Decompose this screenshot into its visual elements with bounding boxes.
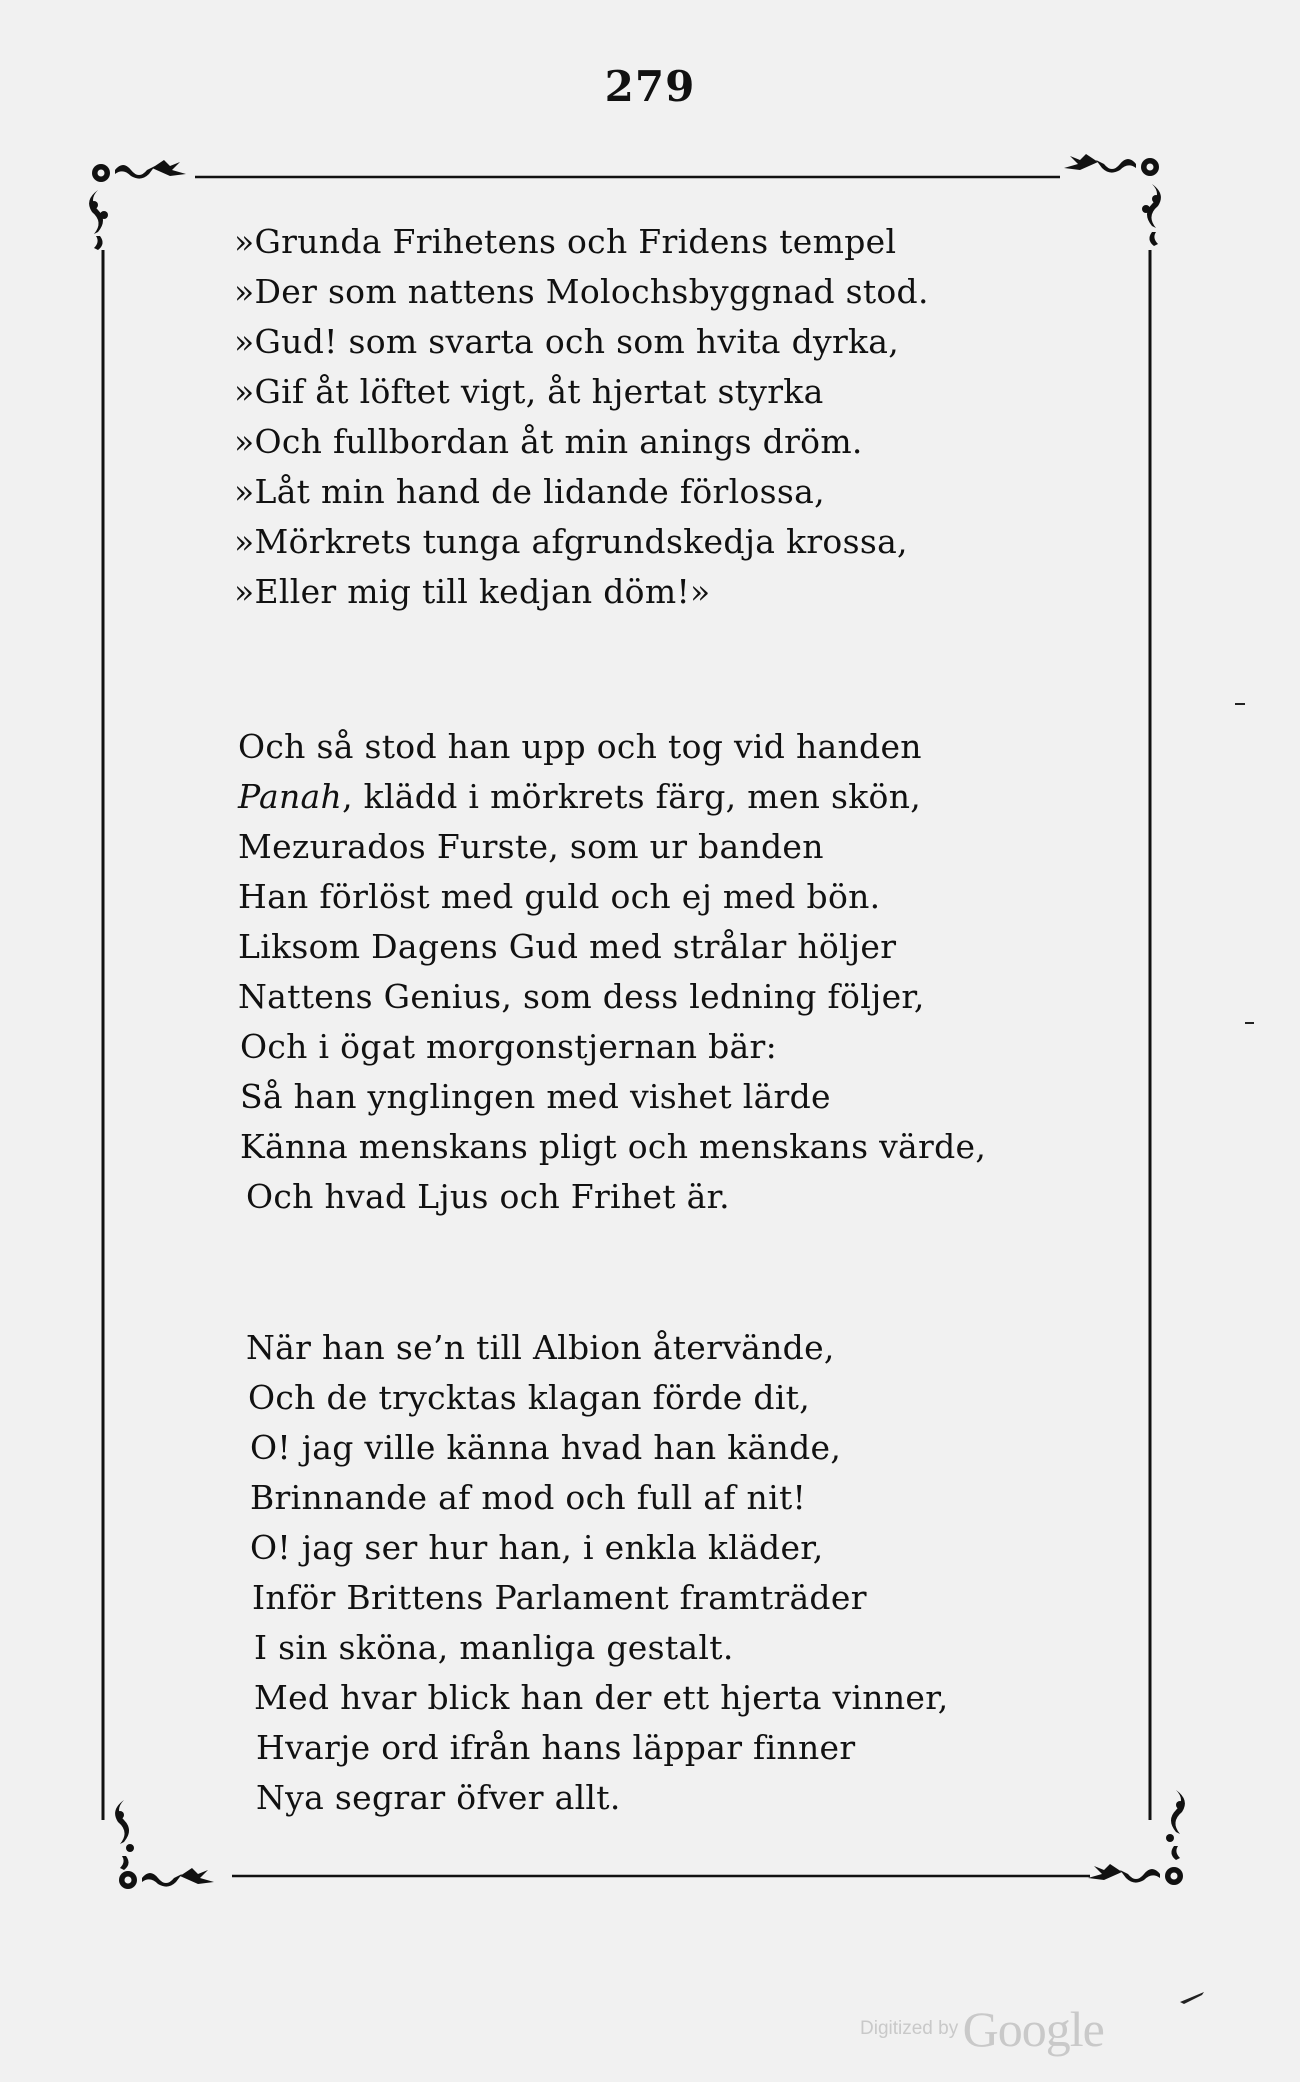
verse-line: I sin sköna, manliga gestalt. xyxy=(254,1628,734,1667)
verse-line: O! jag ville känna hvad han kände, xyxy=(250,1428,842,1467)
verse-line: Och i ögat morgonstjernan bär: xyxy=(240,1027,778,1066)
page-number: 279 xyxy=(604,62,696,111)
verse-line: Liksom Dagens Gud med strålar höljer xyxy=(238,927,897,966)
verse-line: »Gud! som svarta och som hvita dyrka, xyxy=(234,322,900,361)
watermark-prefix: Digitized by xyxy=(860,2018,959,2039)
verse-line: Och de trycktas klagan förde dit, xyxy=(248,1378,811,1417)
verse-line: »Der som nattens Molochsbyggnad stod. xyxy=(234,272,929,311)
verse-line: Och så stod han upp och tog vid handen xyxy=(238,727,922,766)
verse-line: Brinnande af mod och full af nit! xyxy=(250,1478,807,1517)
verse-line: Nya segrar öfver allt. xyxy=(256,1778,621,1817)
corner-ornament-top-left xyxy=(89,160,186,250)
corner-ornament-top-right xyxy=(1064,154,1161,246)
verse-line: När han se’n till Albion återvände, xyxy=(246,1328,835,1367)
verse-line: Med hvar blick han der ett hjerta vinner, xyxy=(254,1678,949,1717)
verse-line: »Och fullbordan åt min anings dröm. xyxy=(234,422,863,461)
verse-line-rest: , klädd i mörkrets färg, men skön, xyxy=(342,777,922,816)
verse-line xyxy=(238,777,921,817)
verse-line: Inför Brittens Parlament framträder xyxy=(252,1578,867,1617)
verse-line: »Eller mig till kedjan döm!» xyxy=(234,572,711,611)
verse-line: Och hvad Ljus och Frihet är. xyxy=(246,1177,730,1216)
google-logo: Google xyxy=(962,2001,1104,2057)
digitized-by-watermark xyxy=(860,2000,1104,2058)
corner-ornament-bottom-left xyxy=(115,1800,214,1889)
verse-line: O! jag ser hur han, i enkla kläder, xyxy=(250,1528,824,1567)
verse-line: Hvarje ord ifrån hans läppar finner xyxy=(256,1728,856,1767)
verse-line: Mezurados Furste, som ur banden xyxy=(238,827,824,866)
verse-line: Så han ynglingen med vishet lärde xyxy=(240,1077,831,1116)
name-panah: Panah xyxy=(238,777,343,816)
verse-line: »Mörkrets tunga afgrundskedja krossa, xyxy=(234,522,908,561)
verse-line: »Gif åt löftet vigt, åt hjertat styrka xyxy=(234,372,824,411)
verse-line: Nattens Genius, som dess ledning följer, xyxy=(238,977,925,1016)
verse-line: »Grunda Frihetens och Fridens tempel xyxy=(234,222,897,261)
verse-line: Känna menskans pligt och menskans värde, xyxy=(240,1127,987,1166)
verse-line: Han förlöst med guld och ej med bön. xyxy=(238,877,881,916)
corner-ornament-bottom-right xyxy=(1088,1790,1185,1885)
verse-line: »Låt min hand de lidande förlossa, xyxy=(234,472,825,511)
